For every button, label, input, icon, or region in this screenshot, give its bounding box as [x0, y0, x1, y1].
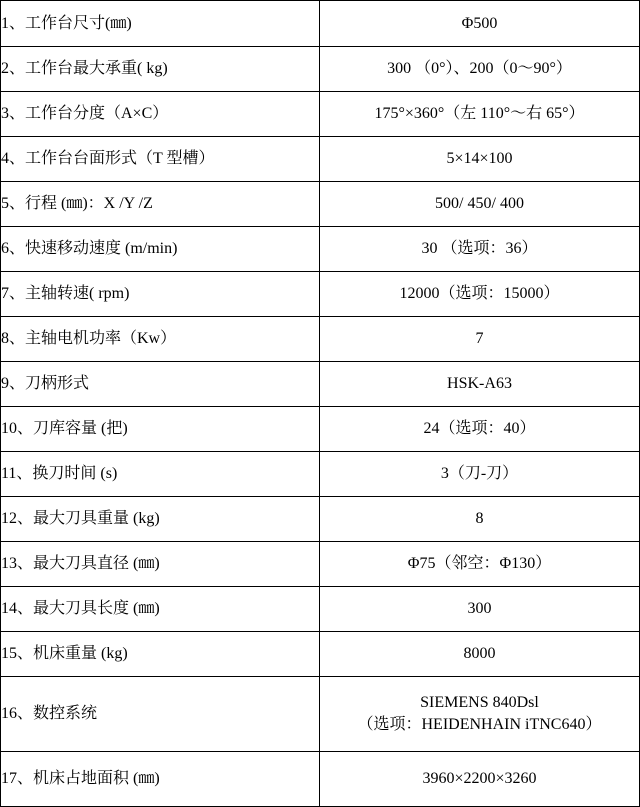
row-value-line-1: SIEMENS 840Dsl [420, 694, 539, 711]
row-label: 16、数控系统 [1, 677, 320, 752]
row-value: 8000 [320, 632, 640, 677]
row-label: 17、机床占地面积 (㎜) [1, 752, 320, 807]
row-value: 175°×360°（左 110°～右 65°） [320, 92, 640, 137]
table-row [1, 497, 640, 542]
row-label: 7、主轴转速( rpm) [1, 272, 320, 317]
row-value: 3（刀-刀） [320, 452, 640, 497]
row-value: 7 [320, 317, 640, 362]
row-label: 2、工作台最大承重( kg) [1, 47, 320, 92]
row-label: 12、最大刀具重量 (kg) [1, 497, 320, 542]
row-value: 3960×2200×3260 [320, 752, 640, 807]
row-value: 30 （选项：36） [320, 227, 640, 272]
row-label: 15、机床重量 (kg) [1, 632, 320, 677]
table-row [1, 182, 640, 227]
row-value: Φ500 [320, 1, 640, 47]
row-label: 10、刀库容量 (把) [1, 407, 320, 452]
row-value: HSK-A63 [320, 362, 640, 407]
row-label: 4、工作台台面形式（T 型槽） [1, 137, 320, 182]
table-row [1, 92, 640, 137]
row-label: 14、最大刀具长度 (㎜) [1, 587, 320, 632]
row-value-line-2: （选项：HEIDENHAIN iTNC640） [357, 716, 602, 733]
row-value: 5×14×100 [320, 137, 640, 182]
row-value: Φ75（邻空：Φ130） [320, 542, 640, 587]
table-row [1, 272, 640, 317]
table-row [1, 227, 640, 272]
row-value: 300 （0°）、200（0～90°） [320, 47, 640, 92]
row-label: 13、最大刀具直径 (㎜) [1, 542, 320, 587]
table-row [1, 677, 640, 752]
table-row [1, 362, 640, 407]
table-row [1, 452, 640, 497]
table-row [1, 632, 640, 677]
table-row [1, 407, 640, 452]
row-label: 11、换刀时间 (s) [1, 452, 320, 497]
table-row [1, 542, 640, 587]
row-label: 1、工作台尺寸(㎜) [1, 1, 320, 47]
table-row [1, 317, 640, 362]
row-label: 8、主轴电机功率（Kw） [1, 317, 320, 362]
row-value: 300 [320, 587, 640, 632]
table-row [1, 1, 640, 47]
table-row [1, 752, 640, 807]
row-value: 500/ 450/ 400 [320, 182, 640, 227]
row-label: 6、快速移动速度 (m/min) [1, 227, 320, 272]
row-label: 9、刀柄形式 [1, 362, 320, 407]
row-label: 5、行程 (㎜)：X /Y /Z [1, 182, 320, 227]
row-label: 3、工作台分度（A×C） [1, 92, 320, 137]
row-value: 12000（选项：15000） [320, 272, 640, 317]
table-row [1, 587, 640, 632]
row-value: 24（选项：40） [320, 407, 640, 452]
row-value: 8 [320, 497, 640, 542]
row-value [320, 677, 640, 752]
table-row [1, 47, 640, 92]
table-row [1, 137, 640, 182]
